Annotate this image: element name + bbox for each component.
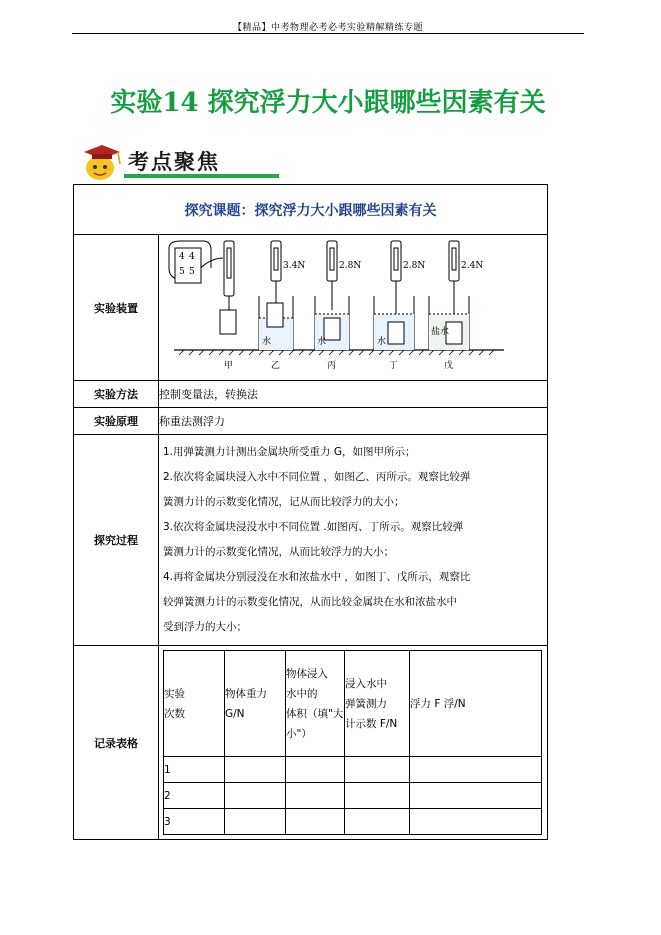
trial-number: 2: [164, 783, 225, 809]
caption-wu: 戊: [444, 360, 454, 371]
principle-value: 称重法测浮力: [159, 408, 548, 435]
method-label: 实验方法: [74, 381, 159, 408]
process-line: 簧测力计的示数变化情况，从而比较浮力的大小；: [163, 546, 394, 558]
reading-yi: 3.4N: [283, 260, 306, 271]
topic-cell: 探究课题：探究浮力大小跟哪些因素有关: [74, 185, 548, 235]
record-table: [163, 650, 542, 835]
liquid-ding: 水: [377, 336, 387, 347]
setup-bing: [315, 241, 349, 350]
page-header: 【精品】中考物理必考必考实验精解精练专题: [232, 23, 423, 33]
process-line: 2.依次将金属块浸入水中不同位置 ，如图乙、丙所示。观察比较弹: [163, 471, 471, 483]
method-value: 控制变量法，转换法: [159, 381, 548, 408]
col-header-trial: 实验 次数: [164, 651, 225, 757]
table-row: [164, 809, 542, 835]
reading-bing: 2.8N: [339, 260, 362, 271]
process-cell: [159, 435, 548, 646]
scale-text-2: 4: [189, 251, 195, 262]
caption-yi: 乙: [271, 360, 281, 371]
graduate-icon: [78, 140, 128, 182]
apparatus-cell: [159, 235, 548, 381]
col-header-weight: 物体重力 G/N: [225, 651, 286, 757]
table-row: [164, 783, 542, 809]
caption-bing: 丙: [327, 360, 337, 371]
trial-number: 1: [164, 757, 225, 783]
setup-yi: [259, 241, 293, 350]
process-label: 探究过程: [74, 435, 159, 646]
header-divider: [72, 33, 584, 34]
liquid-yi: 水: [262, 336, 272, 347]
process-line: 1.用弹簧测力计测出金属块所受重力 G，如图甲所示；: [163, 446, 416, 458]
apparatus-label: 实验装置: [74, 235, 159, 381]
process-line: 4.再将金属块分别浸没在水和浓盐水中 ，如图丁、戊所示，观察比: [163, 571, 471, 583]
banner-label: 考点聚焦: [128, 149, 220, 174]
table-row: [164, 757, 542, 783]
reading-wu: 2.4N: [461, 260, 484, 271]
col-header-volume: 物体浸入 水中的 体积（填"大 小"）: [286, 651, 345, 757]
page-title: 实验14 探究浮力大小跟哪些因素有关: [110, 88, 546, 118]
record-label: 记录表格: [74, 646, 159, 840]
process-line: 簧测力计的示数变化情况，记从而比较浮力的大小；: [163, 496, 405, 508]
caption-jia: 甲: [224, 360, 234, 371]
scale-text-4: 5: [189, 266, 195, 277]
banner-underline: [124, 174, 279, 178]
process-line: 较弹簧测力计的示数变化情况，从而比较金属块在水和浓盐水中: [163, 596, 457, 608]
liquid-wu: 盐水: [431, 326, 450, 337]
experiment-table: [73, 184, 548, 840]
scale-text-3: 5: [179, 266, 185, 277]
process-line: 3.依次将金属块浸没水中不同位置 .如图丙、丁所示。观察比较弹: [163, 521, 464, 533]
record-cell: [159, 646, 548, 840]
col-header-reading: 浸入水中 弹簧测力 计示数 F/N: [345, 651, 410, 757]
reading-ding: 2.8N: [403, 260, 426, 271]
principle-label: 实验原理: [74, 408, 159, 435]
section-banner: [78, 140, 278, 182]
col-header-buoyancy: 浮力 F 浮/N: [410, 651, 542, 757]
caption-ding: 丁: [389, 360, 399, 371]
trial-number: 3: [164, 809, 225, 835]
apparatus-diagram: [159, 238, 539, 378]
process-line: 受到浮力的大小；: [163, 621, 247, 633]
ground-hatching: [179, 350, 494, 355]
scale-text-1: 4: [179, 251, 185, 262]
liquid-bing: 水: [317, 336, 327, 347]
setup-ding: [374, 241, 414, 350]
